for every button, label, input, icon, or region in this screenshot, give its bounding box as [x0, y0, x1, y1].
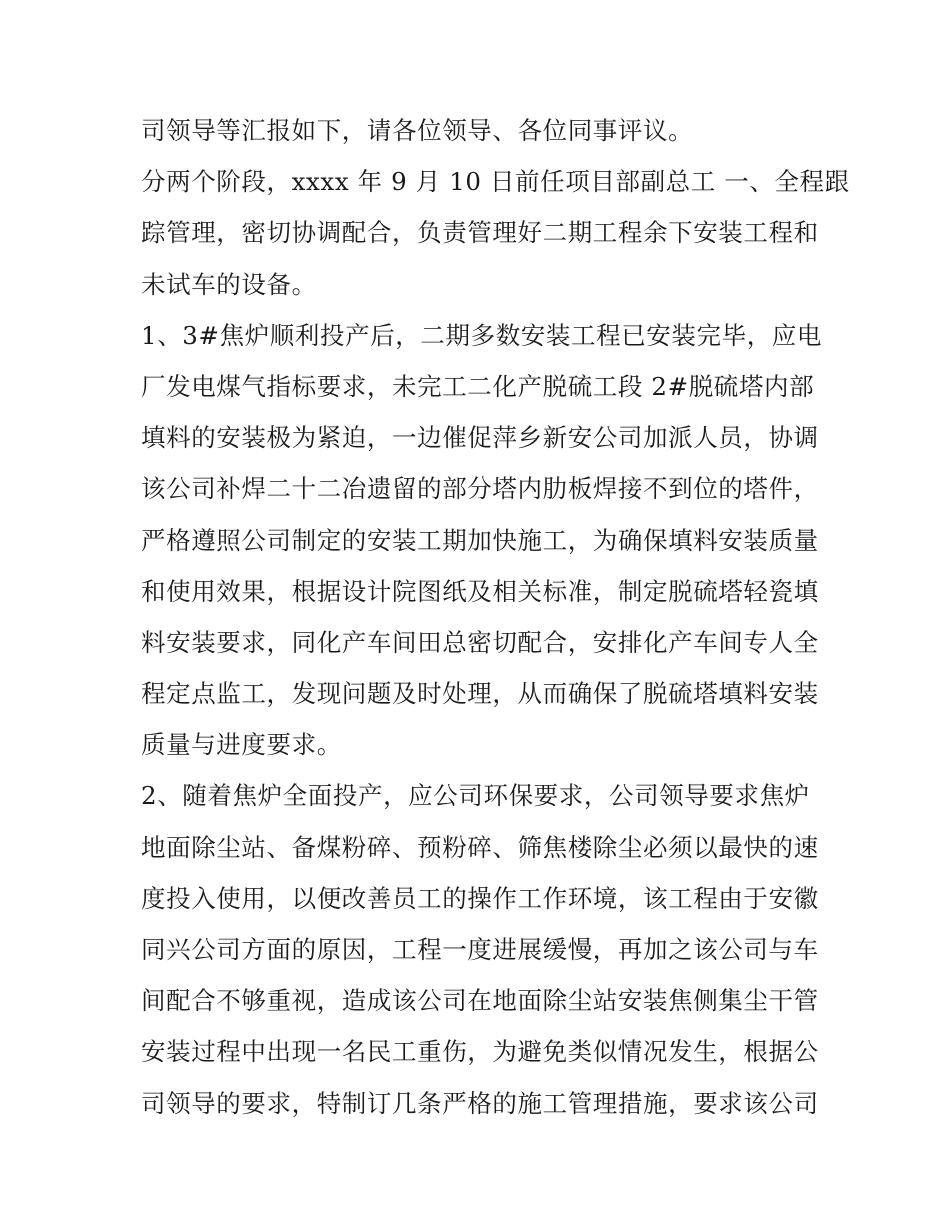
text-line-8: 该公司补焊二十二冶遗留的部分塔内肋板焊接不到位的塔件，: [141, 474, 819, 504]
text-line-10: 和使用效果，根据设计院图纸及相关标准，制定脱硫塔轻瓷填: [141, 576, 819, 606]
text-line-13: 质量与进度要求。: [141, 730, 342, 760]
text-line-9: 严格遵照公司制定的安装工期加快施工，为确保填料安装质量: [141, 525, 819, 555]
text-line-2: 分两个阶段，xxxx 年 9 月 10 日前任项目部副总工 一、全程跟: [141, 167, 850, 197]
text-line-4: 未试车的设备。: [141, 269, 317, 299]
text-line-12: 程定点监工，发现问题及时处理，从而确保了脱硫塔填料安装: [141, 679, 819, 709]
text-line-20: 司领导的要求，特制订几条严格的施工管理措施，要求该公司: [141, 1088, 819, 1118]
text-line-5: 1、3#焦炉顺利投产后，二期多数安装工程已安装完毕，应电: [141, 320, 823, 350]
text-line-17: 同兴公司方面的原因，工程一度进展缓慢，再加之该公司与车: [141, 935, 819, 964]
text-line-16: 度投入使用，以便改善员工的操作工作环境，该工程由于安徽: [141, 883, 819, 913]
text-line-3: 踪管理，密切协调配合，负责管理好二期工程余下安装工程和: [141, 218, 819, 248]
text-line-14: 2、随着焦炉全面投产，应公司环保要求，公司领导要求焦炉: [141, 781, 810, 811]
text-line-7: 填料的安装极为紧迫，一边催促萍乡新安公司加派人员，协调: [141, 423, 819, 453]
text-line-15: 地面除尘站、备煤粉碎、预粉碎、筛焦楼除尘必须以最快的速: [141, 832, 819, 862]
text-line-11: 料安装要求，同化产车间田总密切配合，安排化产车间专人全: [141, 627, 819, 657]
text-line-1: 司领导等汇报如下，请各位领导、各位同事评议。: [141, 116, 694, 145]
text-line-19: 安装过程中出现一名民工重伤，为避免类似情况发生，根据公: [141, 1037, 819, 1067]
text-line-6: 厂发电煤气指标要求，未完工二化产脱硫工段 2#脱硫塔内部: [141, 371, 815, 401]
document-body: [141, 105, 850, 1129]
text-line-18: 间配合不够重视，造成该公司在地面除尘站安装焦侧集尘干管: [141, 986, 819, 1016]
